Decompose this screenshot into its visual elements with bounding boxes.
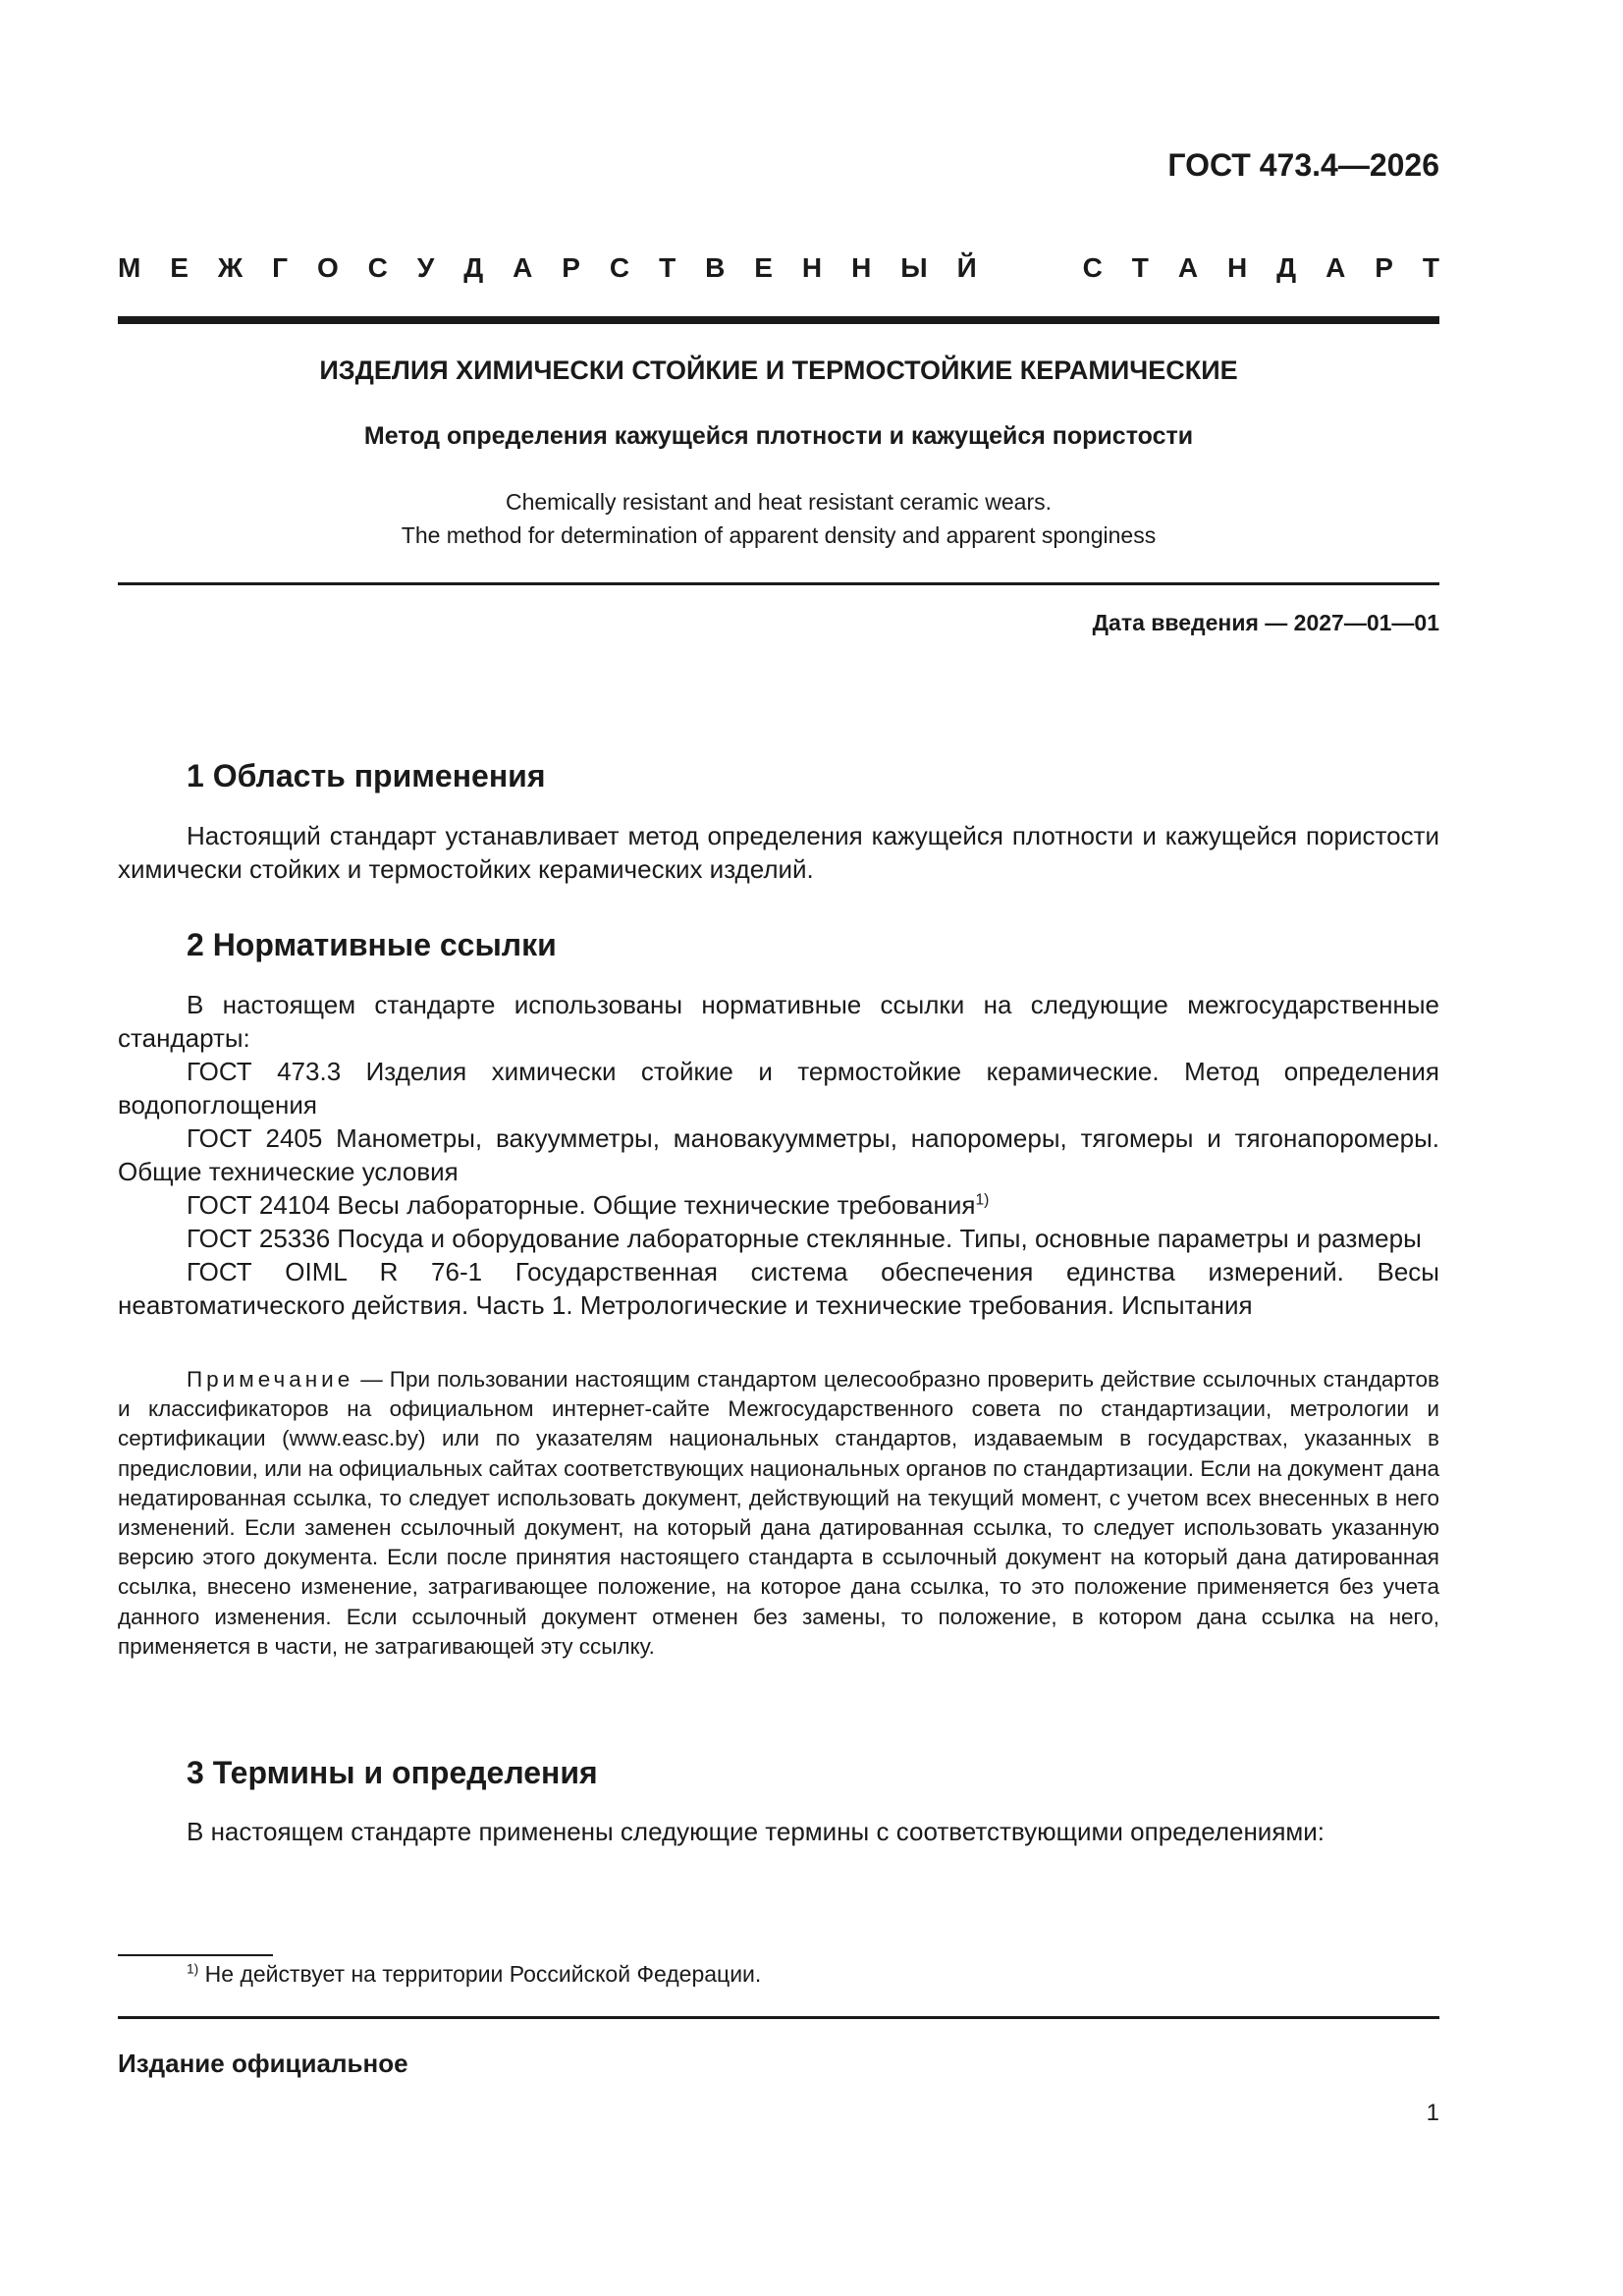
reference-item: ГОСТ 25336 Посуда и оборудование лабораторные стеклянные. Типы, основные параметры и размеры xyxy=(187,1224,1422,1253)
banner-letter: У xyxy=(416,252,435,283)
document-code: ГОСТ 473.4—2026 xyxy=(1167,147,1439,183)
header-rule xyxy=(118,316,1439,324)
banner-letter: Р xyxy=(1375,252,1393,283)
reference-item: ГОСТ 473.3 Изделия химически стойкие и термостойкие керамические. Метод определения водопоглощения xyxy=(118,1057,1439,1120)
note-text: — При пользовании настоящим стандартом целесообразно проверить действие ссылочных стандартов и классификаторов на официальном интернет-сайте Межгосударственного совета по стандартизации, метрологии и сертификации (www.easc.by) или по указателям национальных стандартов, издаваемым в государствах, указанных в предисловии, или на официальных сайтах соответствующих национальных органов по стандартизации. Если на документ дана недатированная ссылка, то следует использовать документ, действующий на текущий момент, с учетом всех внесенных в него изменений. Если заменен ссылочный документ, на который дана датированная ссылка, то следует использовать указанную версию этого документа. Если после принятия настоящего стандарта в ссылочный документ на который дана датированная ссылка, внесено изменение, затрагивающее положение, на которое дана ссылка, то это положение применяется без учета данного изменения. Если ссылочный документ отменен без замены, то положение, в котором дана ссылка на него, применяется в части, не затрагивающей эту ссылку. xyxy=(118,1367,1439,1659)
reference-item: ГОСТ 2405 Манометры, вакуумметры, мановакуумметры, напоромеры, тягомеры и тягонапоромеры. Общие технические условия xyxy=(118,1123,1439,1186)
document-title: ИЗДЕЛИЯ ХИМИЧЕСКИ СТОЙКИЕ И ТЕРМОСТОЙКИЕ КЕРАМИЧЕСКИЕ xyxy=(319,355,1238,385)
banner-letter: В xyxy=(705,252,726,283)
note-label: Примечание xyxy=(187,1367,354,1392)
banner-letter: Н xyxy=(851,252,872,283)
banner-letter: Н xyxy=(1227,252,1248,283)
footnote-text: Не действует на территории Российской Федерации. xyxy=(198,1961,762,1987)
banner-letter: С xyxy=(1082,252,1103,283)
footer-rule xyxy=(118,2016,1439,2019)
banner-letter: А xyxy=(1325,252,1346,283)
title-rule xyxy=(118,582,1439,585)
banner-letter: Г xyxy=(272,252,289,283)
english-title-line-2: The method for determination of apparent density and apparent sponginess xyxy=(401,522,1157,548)
banner-letter: Ж xyxy=(217,252,243,283)
banner-letter: Р xyxy=(562,252,580,283)
banner-letter: С xyxy=(367,252,388,283)
footnote-mark: 1) xyxy=(187,1961,199,1977)
official-edition-label: Издание официальное xyxy=(118,2049,408,2078)
english-title-line-1: Chemically resistant and heat resistant ceramic wears. xyxy=(505,489,1053,515)
footnote-mark: 1) xyxy=(975,1191,990,1209)
banner-letter: Т xyxy=(1131,252,1149,283)
banner-letter: Й xyxy=(956,252,977,283)
introduction-date: Дата введения — 2027—01—01 xyxy=(1092,610,1439,635)
references-block xyxy=(118,988,1439,1322)
banner-letter: А xyxy=(1177,252,1199,283)
interstate-standard-banner xyxy=(118,252,1439,284)
banner-letter: Д xyxy=(463,252,484,283)
footnote xyxy=(187,1961,761,1988)
references-note xyxy=(118,1365,1439,1662)
reference-item: ГОСТ OIML R 76-1 Государственная система обеспечения единства измерений. Весы неавтоматического действия. Часть 1. Метрологические и технические требования. Испытания xyxy=(118,1257,1439,1320)
banner-letter: А xyxy=(513,252,533,283)
reference-item xyxy=(118,1188,1439,1222)
banner-letter: Е xyxy=(170,252,189,283)
section-2-heading: 2 Нормативные ссылки xyxy=(187,927,557,962)
section-3-heading: 3 Термины и определения xyxy=(187,1755,598,1790)
banner-letter: О xyxy=(316,252,339,283)
banner-letter: Е xyxy=(754,252,773,283)
section-3-text: В настоящем стандарте применены следующие термины с соответствующими определениями: xyxy=(187,1817,1325,1846)
banner-letter: Н xyxy=(801,252,823,283)
banner-letter: М xyxy=(118,252,141,283)
references-intro: В настоящем стандарте использованы нормативные ссылки на следующие межгосударственные стандарты: xyxy=(118,990,1439,1053)
page-number: 1 xyxy=(1426,2100,1439,2126)
section-1-heading: 1 Область применения xyxy=(187,758,546,793)
reference-item-text: ГОСТ 24104 Весы лабораторные. Общие технические требования xyxy=(187,1190,976,1220)
section-1-text: Настоящий стандарт устанавливает метод определения кажущейся плотности и кажущейся пористости химически стойких и термостойких керамических изделий. xyxy=(118,821,1439,884)
banner-letter: Ы xyxy=(900,252,928,283)
footnote-rule xyxy=(118,1954,273,1956)
banner-letter: Т xyxy=(659,252,676,283)
english-title xyxy=(118,485,1439,552)
document-subtitle: Метод определения кажущейся плотности и кажущейся пористости xyxy=(363,422,1194,450)
banner-letter: С xyxy=(609,252,630,283)
banner-letter: Д xyxy=(1276,252,1297,283)
banner-letter: Т xyxy=(1422,252,1439,283)
